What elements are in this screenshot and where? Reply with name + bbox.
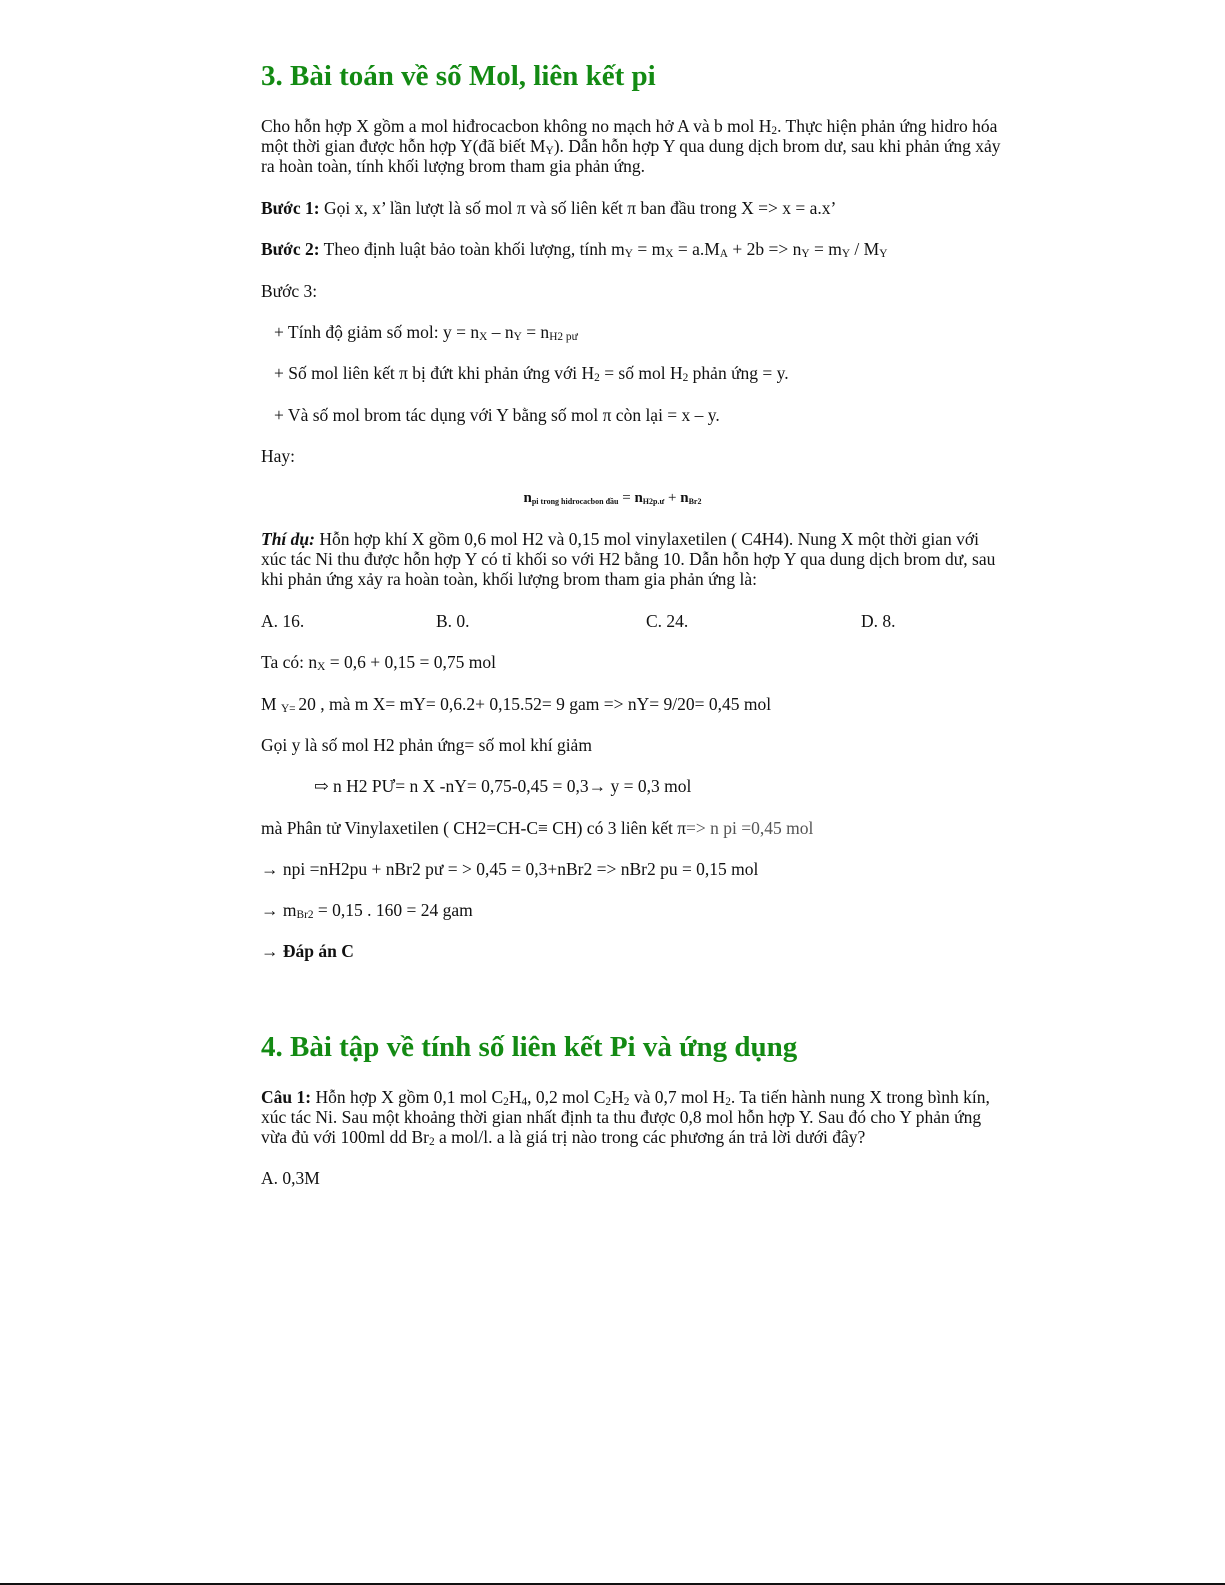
section-3-heading: 3. Bài toán về số Mol, liên kết pi (261, 60, 656, 92)
solution-line-6: → npi =nH2pu + nBr2 pư = > 0,45 = 0,3+nBr2 => nBr2 pu = 0,15 mol (261, 859, 759, 879)
option-c: C. 24. (646, 611, 689, 631)
question-1-option-a: A. 0,3M (261, 1168, 320, 1188)
bullet-pi-broken: + Số mol liên kết π bị đứt khi phản ứng với $H_2$ = số mol $H_2$ phản ứng = y. (274, 363, 789, 384)
step-3: Bước 3: (261, 281, 318, 301)
solution-line-3: Gọi y là số mol H2 phản ứng= số mol khí giảm (261, 735, 592, 755)
pi-balance-formula: $n_{pi trong hidrocacbon đầu} = n_{H2p.ư} + n_{Br2}$ (523, 490, 702, 506)
question-1: Câu 1: Hỗn hợp X gồm 0,1 mol $C_2H_4$, 0,2 mol $C_2H_2$ và 0,7 mol $H_2$. Ta tiến hành nung X trong bình kín, xúc tác Ni. Sau một khoảng thời gian nhất định ta thu được 0,8 mol hỗn hợp Y. Sau đó cho Y phản ứng vừa đủ với 100ml dd $Br_2$ a mol/l. a là giá trị nào trong các phương án trả lời dưới đây? (261, 1087, 990, 1148)
option-b: B. 0. (436, 611, 470, 631)
hay-label: Hay: (261, 446, 296, 466)
answer-line: → Đáp án C (261, 941, 354, 961)
bullet-bromine: + Và số mol brom tác dụng với Y bằng số mol π còn lại = x – y. (274, 405, 720, 425)
example-problem: Thí dụ: Hỗn hợp khí X gồm 0,6 mol H2 và 0,15 mol vinylaxetilen ( C4H4). Nung X một thời gian với xúc tác Ni thu được hỗn hợp Y có tỉ khối so với H2 bằng 10. Dẫn hỗn hợp Y qua dung dịch brom dư, sau khi phản ứng xảy ra hoàn toàn, khối lượng brom tham gia phản ứng là: (261, 529, 996, 589)
section-4-heading: 4. Bài tập về tính số liên kết Pi và ứng dụng (261, 1031, 798, 1063)
solution-line-5: mà Phân tử Vinylaxetilen ( CH2=CH-C≡ CH) có 3 liên kết π=> n pi =0,45 mol (261, 818, 814, 838)
bullet-mol-decrease: + Tính độ giảm số mol: $y = n_X - n_Y = n_{H2 pư}$ (274, 322, 578, 343)
step-2: Bước 2: Theo định luật bảo toàn khối lượng, tính $m_Y = m_X = a.M_A + 2b => n_Y = m_Y / M_Y$ (261, 239, 888, 260)
solution-line-1: Ta có: $n_X = 0,6 + 0,15 = 0,75$ mol (261, 652, 496, 673)
solution-line-4: ⇨ n H2 PƯ= n X -nY= 0,75-0,45 = 0,3→ y = 0,3 mol (314, 776, 692, 796)
solution-line-2: M $_{Y=}$ 20 , mà m X= mY= 0,6.2+ 0,15.52= 9 gam => nY= 9/20= 0,45 mol (261, 694, 772, 715)
option-d: D. 8. (861, 611, 896, 631)
step-1: Bước 1: Gọi x, x’ lần lượt là số mol π và số liên kết π ban đầu trong X => x = a.x’ (261, 198, 837, 218)
problem-statement: Cho hỗn hợp X gồm a mol hiđrocacbon không no mạch hở A và b mol $H_2$. Thực hiện phản ứng hidro hóa một thời gian được hỗn hợp Y(đã biết $M_Y$). Dẫn hỗn hợp Y qua dung dịch brom dư, sau khi phản ứng xảy ra hoàn toàn, tính khối lượng brom tham gia phản ứng. (261, 116, 1001, 176)
option-a: A. 16. (261, 611, 305, 631)
solution-line-7: → $m_{Br2} = 0,15$ . 160 = 24 gam (261, 900, 473, 921)
